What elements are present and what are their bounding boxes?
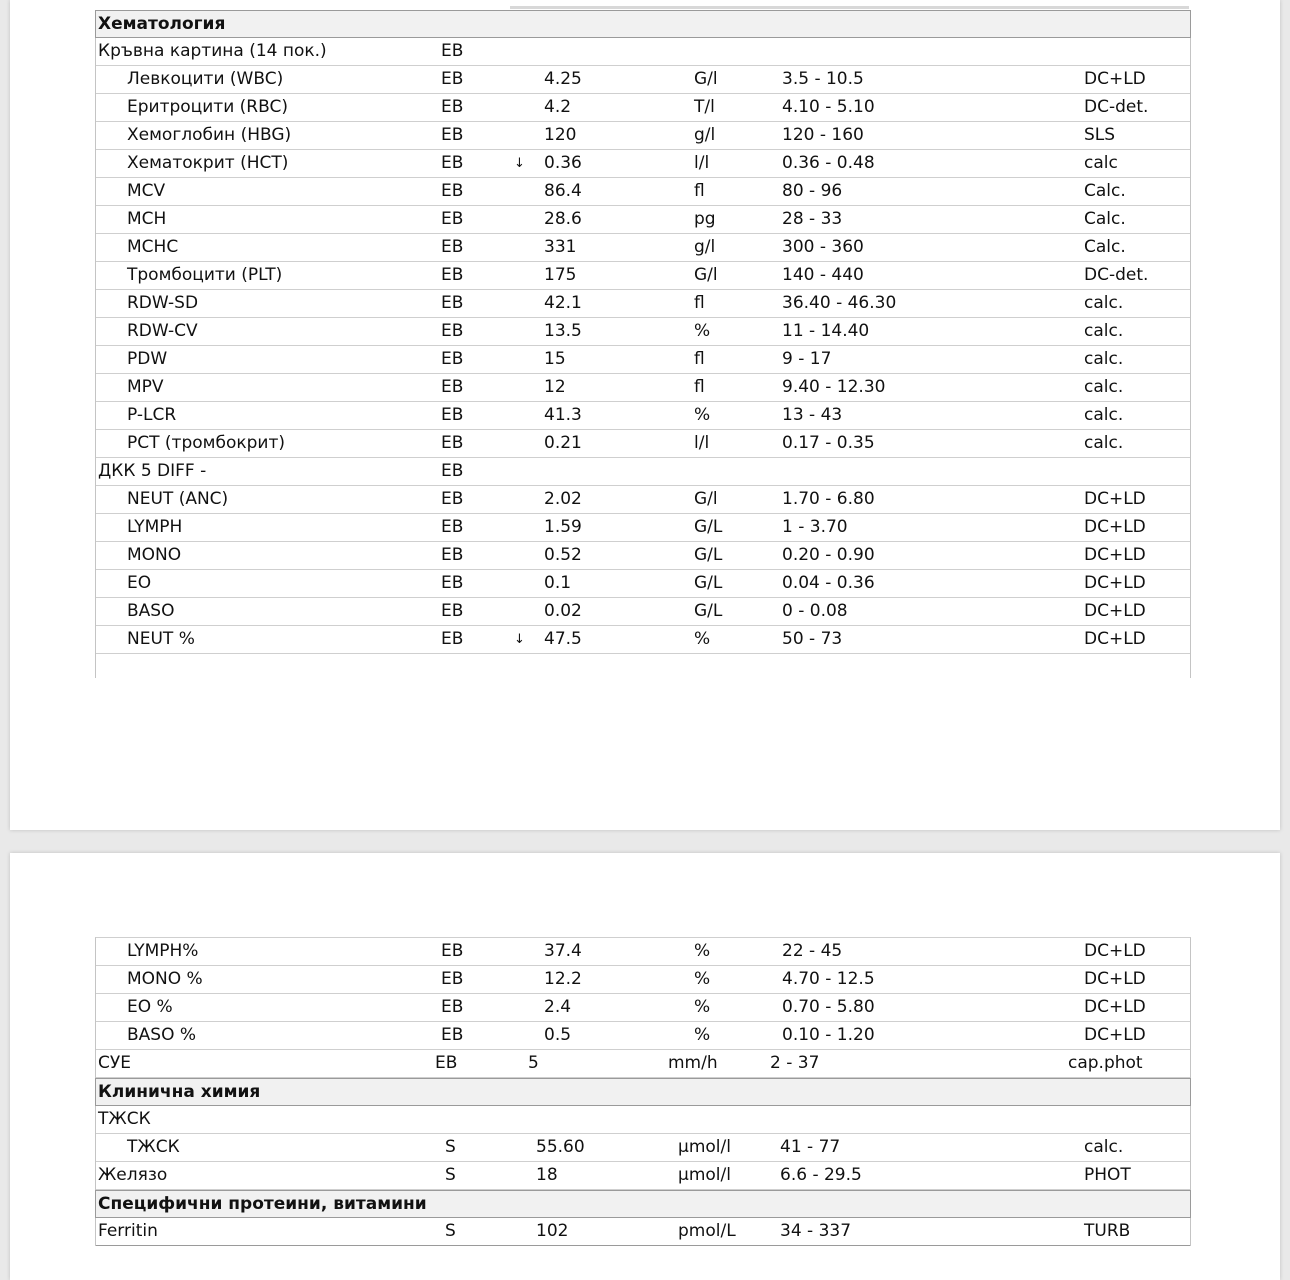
specimen: EB xyxy=(441,433,464,453)
specimen: EB xyxy=(441,941,464,961)
unit: % xyxy=(694,629,711,649)
unit: fl xyxy=(694,293,705,313)
result-value: 12 xyxy=(544,377,566,397)
diff-percent-rows xyxy=(96,938,1190,1050)
unit: G/l xyxy=(694,69,718,89)
result-value: 12.2 xyxy=(544,969,582,989)
test-name: LYMPH xyxy=(127,517,183,537)
unit: l/l xyxy=(694,153,710,173)
test-name: NEUT % xyxy=(127,629,195,649)
section-header-specific-proteins xyxy=(95,1190,1191,1218)
section-title: Специфични протеини, витамини xyxy=(98,1194,427,1214)
result-value: 175 xyxy=(544,265,577,285)
result-row xyxy=(96,938,1190,966)
result-row xyxy=(96,374,1190,402)
specimen: EB xyxy=(441,321,464,341)
section-title: Хематология xyxy=(98,14,226,34)
test-name: PDW xyxy=(127,349,168,369)
specimen: EB xyxy=(441,405,464,425)
reference-range: 80 - 96 xyxy=(782,181,843,201)
reference-range: 0.10 - 1.20 xyxy=(782,1025,875,1045)
test-name: Желязо xyxy=(98,1165,168,1185)
reference-range: 120 - 160 xyxy=(782,125,864,145)
unit: l/l xyxy=(694,433,710,453)
unit: G/L xyxy=(694,573,723,593)
result-value: 5 xyxy=(528,1053,539,1073)
test-name: MONO xyxy=(127,545,182,565)
unit: µmol/l xyxy=(678,1165,731,1185)
test-name: NEUT (ANC) xyxy=(127,489,229,509)
test-name: EO xyxy=(127,573,152,593)
reference-range: 1.70 - 6.80 xyxy=(782,489,875,509)
reference-range: 13 - 43 xyxy=(782,405,843,425)
result-row xyxy=(96,486,1190,514)
method: DC-det. xyxy=(1084,97,1149,117)
group-row-blood-count xyxy=(96,38,1190,66)
method: Calc. xyxy=(1084,181,1126,201)
group-row-tjsk xyxy=(96,1106,1190,1134)
empty-row xyxy=(96,654,1190,678)
specimen: EB xyxy=(441,153,464,173)
reference-range: 4.70 - 12.5 xyxy=(782,969,875,989)
result-row xyxy=(96,290,1190,318)
result-row xyxy=(96,402,1190,430)
method: DC+LD xyxy=(1084,517,1146,537)
result-value: 0.52 xyxy=(544,545,582,565)
unit: g/l xyxy=(694,237,716,257)
test-name: Ferritin xyxy=(98,1221,158,1241)
unit: fl xyxy=(694,181,705,201)
method: Calc. xyxy=(1084,237,1126,257)
test-name: BASO xyxy=(127,601,175,621)
unit: % xyxy=(694,1025,711,1045)
method: cap.phot xyxy=(1068,1053,1143,1073)
test-name: BASO % xyxy=(127,1025,197,1045)
hematology-table xyxy=(95,10,1191,678)
result-value: 18 xyxy=(536,1165,558,1185)
result-value: 2.02 xyxy=(544,489,582,509)
specimen: EB xyxy=(441,629,464,649)
result-row xyxy=(96,178,1190,206)
method: DC+LD xyxy=(1084,69,1146,89)
low-flag-icon: ↓ xyxy=(514,156,525,171)
result-value: 37.4 xyxy=(544,941,582,961)
specimen: EB xyxy=(441,377,464,397)
result-value: 13.5 xyxy=(544,321,582,341)
unit: % xyxy=(694,941,711,961)
group-name: ТЖСК xyxy=(98,1109,151,1129)
result-value: 41.3 xyxy=(544,405,582,425)
reference-range: 0.70 - 5.80 xyxy=(782,997,875,1017)
unit: G/l xyxy=(694,489,718,509)
test-name: P-LCR xyxy=(127,405,177,425)
method: DC+LD xyxy=(1084,941,1146,961)
unit: mm/h xyxy=(668,1053,718,1073)
unit: T/l xyxy=(694,97,715,117)
method: calc. xyxy=(1084,349,1124,369)
specimen: EB xyxy=(441,489,464,509)
test-name: Тромбоцити (PLT) xyxy=(127,265,283,285)
specimen: EB xyxy=(441,69,464,89)
specimen: EB xyxy=(441,265,464,285)
specimen: EB xyxy=(441,293,464,313)
report-page-1 xyxy=(10,0,1280,830)
section-header-clinical-chemistry xyxy=(95,1078,1191,1106)
test-name: EO % xyxy=(127,997,173,1017)
result-value: 0.02 xyxy=(544,601,582,621)
result-row xyxy=(96,150,1190,178)
specimen: EB xyxy=(441,969,464,989)
test-name: LYMPH% xyxy=(127,941,199,961)
result-value: 0.5 xyxy=(544,1025,572,1045)
unit: % xyxy=(694,969,711,989)
specimen: EB xyxy=(441,601,464,621)
reference-range: 0.04 - 0.36 xyxy=(782,573,875,593)
unit: G/L xyxy=(694,601,723,621)
unit: G/L xyxy=(694,545,723,565)
result-row xyxy=(96,122,1190,150)
method: SLS xyxy=(1084,125,1116,145)
specimen: EB xyxy=(441,181,464,201)
test-name: MCHC xyxy=(127,237,179,257)
specimen: EB xyxy=(441,237,464,257)
reference-range: 0.20 - 0.90 xyxy=(782,545,875,565)
result-row xyxy=(96,1022,1190,1050)
result-value: 4.2 xyxy=(544,97,572,117)
reference-range: 1 - 3.70 xyxy=(782,517,848,537)
method: calc. xyxy=(1084,293,1124,313)
reference-range: 0 - 0.08 xyxy=(782,601,848,621)
unit: pg xyxy=(694,209,716,229)
method: DC+LD xyxy=(1084,997,1146,1017)
result-row xyxy=(96,542,1190,570)
results-table-continued xyxy=(95,937,1191,1246)
diff-rows xyxy=(96,486,1190,654)
reference-range: 2 - 37 xyxy=(770,1053,820,1073)
reference-range: 41 - 77 xyxy=(780,1137,841,1157)
method: calc. xyxy=(1084,321,1124,341)
result-row xyxy=(96,234,1190,262)
unit: G/L xyxy=(694,517,723,537)
result-value: 0.36 xyxy=(544,153,582,173)
unit: G/l xyxy=(694,265,718,285)
result-value: 102 xyxy=(536,1221,569,1241)
method: DC+LD xyxy=(1084,545,1146,565)
group-specimen: EB xyxy=(441,41,464,61)
result-row xyxy=(96,570,1190,598)
test-name: Еритроцити (RBC) xyxy=(127,97,288,117)
result-value: 55.60 xyxy=(536,1137,585,1157)
method: PHOT xyxy=(1084,1165,1131,1185)
unit: pmol/L xyxy=(678,1221,736,1241)
result-value: 47.5 xyxy=(544,629,582,649)
method: DC+LD xyxy=(1084,573,1146,593)
reference-range: 3.5 - 10.5 xyxy=(782,69,864,89)
unit: g/l xyxy=(694,125,716,145)
unit: fl xyxy=(694,377,705,397)
reference-range: 34 - 337 xyxy=(780,1221,852,1241)
reference-range: 0.17 - 0.35 xyxy=(782,433,875,453)
unit: % xyxy=(694,321,711,341)
reference-range: 4.10 - 5.10 xyxy=(782,97,875,117)
section-header-hematology xyxy=(95,10,1191,38)
result-value: 4.25 xyxy=(544,69,582,89)
result-row-iron xyxy=(96,1162,1190,1190)
method: DC+LD xyxy=(1084,601,1146,621)
result-row xyxy=(96,346,1190,374)
specimen: EB xyxy=(441,573,464,593)
test-name: RDW-CV xyxy=(127,321,198,341)
result-value: 331 xyxy=(544,237,577,257)
specimen: EB xyxy=(441,125,464,145)
result-value: 120 xyxy=(544,125,577,145)
result-value: 15 xyxy=(544,349,566,369)
group-specimen: EB xyxy=(441,461,464,481)
specimen: EB xyxy=(441,1025,464,1045)
result-row xyxy=(96,66,1190,94)
report-page-2 xyxy=(10,853,1280,1280)
reference-range: 9 - 17 xyxy=(782,349,832,369)
low-flag-icon: ↓ xyxy=(514,632,525,647)
test-name: СУЕ xyxy=(98,1053,131,1073)
reference-range: 22 - 45 xyxy=(782,941,843,961)
method: DC+LD xyxy=(1084,969,1146,989)
result-row xyxy=(96,514,1190,542)
reference-range: 300 - 360 xyxy=(782,237,864,257)
reference-range: 11 - 14.40 xyxy=(782,321,870,341)
test-name: MONO % xyxy=(127,969,203,989)
result-row xyxy=(96,94,1190,122)
test-name: RDW-SD xyxy=(127,293,199,313)
result-row xyxy=(96,966,1190,994)
result-value: 28.6 xyxy=(544,209,582,229)
reference-range: 50 - 73 xyxy=(782,629,843,649)
method: Calc. xyxy=(1084,209,1126,229)
result-value: 1.59 xyxy=(544,517,582,537)
result-value: 86.4 xyxy=(544,181,582,201)
specimen: EB xyxy=(441,517,464,537)
reference-range: 140 - 440 xyxy=(782,265,864,285)
test-name: MCH xyxy=(127,209,167,229)
result-value: 0.21 xyxy=(544,433,582,453)
reference-range: 6.6 - 29.5 xyxy=(780,1165,862,1185)
table-top-border xyxy=(510,6,1189,9)
method: TURB xyxy=(1084,1221,1131,1241)
method: calc. xyxy=(1084,377,1124,397)
unit: µmol/l xyxy=(678,1137,731,1157)
result-row xyxy=(96,994,1190,1022)
method: DC-det. xyxy=(1084,265,1149,285)
specimen: EB xyxy=(435,1053,458,1073)
result-row xyxy=(96,318,1190,346)
specimen: EB xyxy=(441,97,464,117)
reference-range: 28 - 33 xyxy=(782,209,843,229)
reference-range: 9.40 - 12.30 xyxy=(782,377,886,397)
specimen: EB xyxy=(441,209,464,229)
method: calc. xyxy=(1084,405,1124,425)
unit: % xyxy=(694,997,711,1017)
reference-range: 36.40 - 46.30 xyxy=(782,293,897,313)
specimen: EB xyxy=(441,349,464,369)
result-row xyxy=(96,262,1190,290)
result-row xyxy=(96,206,1190,234)
method: DC+LD xyxy=(1084,1025,1146,1045)
group-name: ДКК 5 DIFF - xyxy=(98,461,207,481)
method: calc xyxy=(1084,153,1118,173)
unit: fl xyxy=(694,349,705,369)
result-value: 42.1 xyxy=(544,293,582,313)
result-row-tjsk xyxy=(96,1134,1190,1162)
result-row xyxy=(96,430,1190,458)
result-value: 2.4 xyxy=(544,997,572,1017)
test-name: ТЖСК xyxy=(127,1137,180,1157)
specimen: S xyxy=(445,1221,456,1241)
test-name: Хемоглобин (HBG) xyxy=(127,125,292,145)
result-row xyxy=(96,598,1190,626)
method: DC+LD xyxy=(1084,489,1146,509)
blood-count-rows xyxy=(96,66,1190,458)
result-value: 0.1 xyxy=(544,573,572,593)
method: calc. xyxy=(1084,1137,1124,1157)
method: calc. xyxy=(1084,433,1124,453)
specimen: EB xyxy=(441,997,464,1017)
result-row xyxy=(96,626,1190,654)
section-title: Клинична химия xyxy=(98,1082,261,1102)
test-name: PCT (тромбокрит) xyxy=(127,433,285,453)
group-row-diff xyxy=(96,458,1190,486)
test-name: MPV xyxy=(127,377,164,397)
result-row-sue xyxy=(96,1050,1190,1078)
result-row-ferritin xyxy=(96,1218,1190,1246)
group-name: Кръвна картина (14 пок.) xyxy=(98,41,327,61)
reference-range: 0.36 - 0.48 xyxy=(782,153,875,173)
specimen: S xyxy=(445,1137,456,1157)
method: DC+LD xyxy=(1084,629,1146,649)
test-name: MCV xyxy=(127,181,166,201)
specimen: S xyxy=(445,1165,456,1185)
unit: % xyxy=(694,405,711,425)
specimen: EB xyxy=(441,545,464,565)
test-name: Хематокрит (HCT) xyxy=(127,153,289,173)
test-name: Левкоцити (WBC) xyxy=(127,69,284,89)
